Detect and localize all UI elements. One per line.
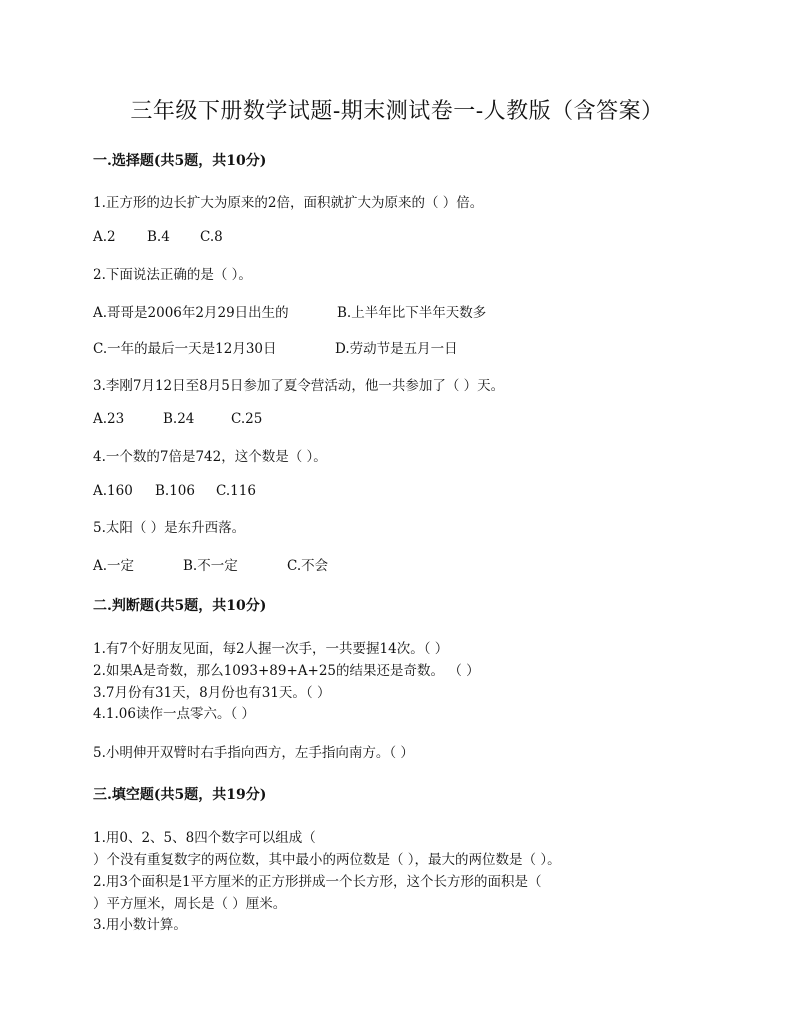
- question-1-3-options: [93, 411, 262, 427]
- question-1-4-options: [93, 483, 256, 499]
- judgement-1: 1.有7个好朋友见面，每2人握一次手，一共要握14次。（ ）: [93, 641, 449, 657]
- fill-blank-line-4: ）平方厘米，周长是（ ）厘米。: [93, 896, 287, 912]
- option-c: C.不会: [287, 558, 329, 574]
- option-b: B.上半年比下半年天数多: [337, 305, 487, 321]
- option-c: C.25: [231, 411, 263, 427]
- section-3-heading: 三.填空题(共5题，共19分): [93, 787, 267, 803]
- judgement-5: 5.小明伸开双臂时右手指向西方，左手指向南方。（ ）: [93, 745, 414, 761]
- option-c: C.一年的最后一天是12月30日: [93, 341, 277, 357]
- question-1-3: 3.李刚7月12日至8月5日参加了夏令营活动，他一共参加了（ ）天。: [93, 378, 505, 394]
- question-1-1-options: [93, 229, 223, 245]
- option-b: B.106: [155, 483, 195, 499]
- question-1-2-options-row2: [93, 337, 458, 357]
- question-1-4: 4.一个数的7倍是742，这个数是（ ）。: [93, 449, 327, 465]
- fill-blank-line-1: 1.用0、2、5、8四个数字可以组成（: [93, 830, 316, 846]
- judgement-2: 2.如果A是奇数，那么1093+89+A+25的结果还是奇数。 （ ）: [93, 663, 480, 679]
- option-c: C.8: [200, 229, 223, 245]
- option-b: B.不一定: [183, 558, 238, 574]
- question-1-2: 2.下面说法正确的是（ ）。: [93, 267, 252, 283]
- option-a: A.哥哥是2006年2月29日出生的: [93, 305, 289, 321]
- option-b: B.24: [163, 411, 195, 427]
- question-1-5: 5.太阳（ ）是东升西落。: [93, 520, 246, 536]
- option-c: C.116: [216, 483, 256, 499]
- option-a: A.23: [93, 411, 125, 427]
- option-a: A.2: [93, 229, 116, 245]
- question-1-2-options: [93, 301, 486, 321]
- judgement-3: 3.7月份有31天，8月份也有31天。（ ）: [93, 685, 331, 701]
- fill-blank-line-5: 3.用小数计算。: [93, 917, 187, 933]
- option-b: B.4: [147, 229, 170, 245]
- fill-blank-line-2: ）个没有重复数字的两位数，其中最小的两位数是（ ），最大的两位数是（ ）。: [93, 852, 561, 868]
- page-title: 三年级下册数学试题-期末测试卷一-人教版（含答案）: [130, 99, 664, 124]
- fill-blank-line-3: 2.用3个面积是1平方厘米的正方形拼成一个长方形，这个长方形的面积是（: [93, 874, 542, 890]
- section-1-heading: 一.选择题(共5题，共10分): [93, 153, 267, 169]
- question-1-5-options: [93, 554, 328, 574]
- option-a: A.一定: [93, 558, 135, 574]
- question-1-1: 1.正方形的边长扩大为原来的2倍，面积就扩大为原来的（ ）倍。: [93, 195, 484, 211]
- judgement-4: 4.1.06读作一点零六。（ ）: [93, 706, 255, 722]
- option-d: D.劳动节是五月一日: [335, 341, 458, 357]
- option-a: A.160: [93, 483, 133, 499]
- section-2-heading: 二.判断题(共5题，共10分): [93, 598, 267, 614]
